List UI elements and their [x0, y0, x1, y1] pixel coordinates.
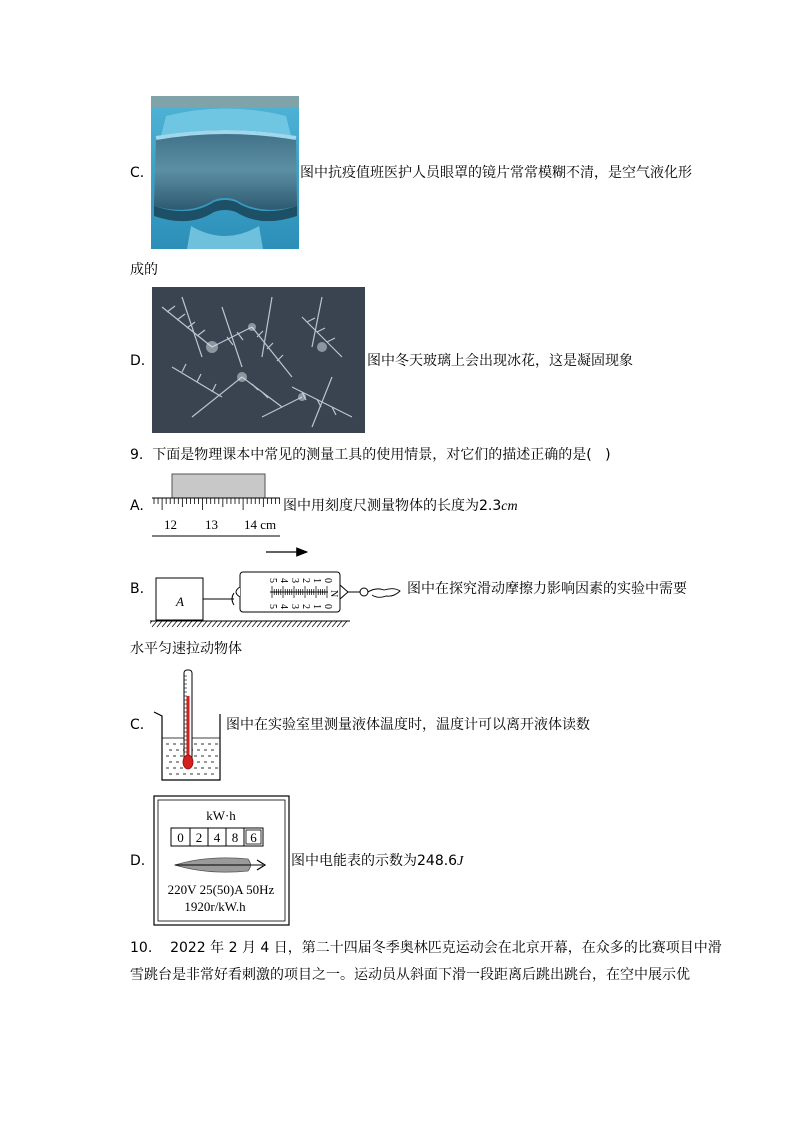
scale-digit-bottom: 4 [278, 604, 289, 609]
electric-meter [153, 795, 290, 926]
q9-stem: 9. 下面是物理课本中常见的测量工具的使用情景，对它们的描述正确的是( ) [130, 447, 611, 463]
scale-digit-bottom: 3 [289, 604, 300, 609]
ruler-label-12: 12 [164, 517, 177, 532]
meter-spec-1: 220V 25(50)A 50Hz [167, 882, 275, 897]
q9-option-a-text: 图中用刻度尺测量物体的长度为2.3cm [283, 498, 518, 514]
scale-digit-bottom: 5 [267, 604, 278, 609]
scale-digit-top: 4 [278, 578, 289, 583]
ruler-diagram [150, 470, 282, 540]
q9-option-b-text: 图中在探究滑动摩擦力影响因素的实验中需要 [407, 581, 687, 597]
q8-option-d-letter: D. [130, 353, 146, 369]
scale-digit-bottom: 0 [322, 604, 333, 609]
block-a-label: A [176, 594, 184, 609]
q8-option-c-letter: C. [130, 165, 145, 181]
q9-option-a-unit: cm [501, 499, 518, 514]
q10-line-1: 10. 2022 年 2 月 4 日，第二十四届冬季奥林匹克运动会在北京开幕，在众多的比赛项目中滑 [130, 940, 722, 956]
scale-digit-top: 0 [322, 578, 333, 583]
meter-digit-2: 2 [195, 830, 203, 845]
scale-digit-top: 1 [311, 578, 322, 583]
q9-option-d-unit: J [457, 854, 464, 869]
q9-option-c-letter: C. [130, 717, 145, 733]
meter-digit-1: 0 [177, 830, 184, 845]
goggles-photo [151, 96, 299, 249]
scale-unit-label: N [328, 590, 339, 598]
meter-digit-5: 6 [250, 830, 257, 845]
scale-digit-bottom: 2 [300, 604, 311, 609]
meter-spec-2: 1920r/kW.h [184, 899, 246, 914]
meter-digit-4: 8 [231, 830, 239, 845]
spring-scale-diagram [150, 543, 405, 629]
q9-option-d-letter: D. [130, 853, 146, 869]
q9-option-c-text: 图中在实验室里测量液体温度时，温度计可以离开液体读数 [226, 717, 590, 733]
ice-flower-photo [152, 287, 365, 433]
q8-option-c-text: 图中抗疫值班医护人员眼罩的镜片常常模糊不清，是空气液化形 [300, 165, 692, 181]
thermometer-beaker-diagram [150, 666, 226, 784]
scale-digit-top: 5 [267, 578, 278, 583]
q9-option-b-continuation: 水平匀速拉动物体 [130, 641, 242, 657]
scale-digit-top: 2 [300, 578, 311, 583]
ruler-label-14: 14 cm [244, 517, 277, 532]
ruler-label-13: 13 [205, 517, 218, 532]
q8-option-d-text: 图中冬天玻璃上会出现冰花，这是凝固现象 [367, 353, 633, 369]
hand-icon [368, 589, 400, 598]
q8-option-c-continuation: 成的 [130, 262, 158, 278]
q9-option-b-letter: B. [130, 581, 145, 597]
q9-option-a-letter: A. [130, 498, 144, 514]
q9-option-d-text: 图中电能表的示数为248.6J [291, 853, 464, 869]
meter-digit-3: 4 [213, 830, 221, 845]
measured-block [172, 474, 265, 498]
meter-unit: kW·h [206, 808, 236, 823]
q10-line-2: 雪跳台是非常好看刺激的项目之一。运动员从斜面下滑一段距离后跳出跳台，在空中展示优 [130, 967, 690, 983]
scale-digit-bottom: 1 [311, 604, 322, 609]
scale-digit-top: 3 [289, 578, 300, 583]
